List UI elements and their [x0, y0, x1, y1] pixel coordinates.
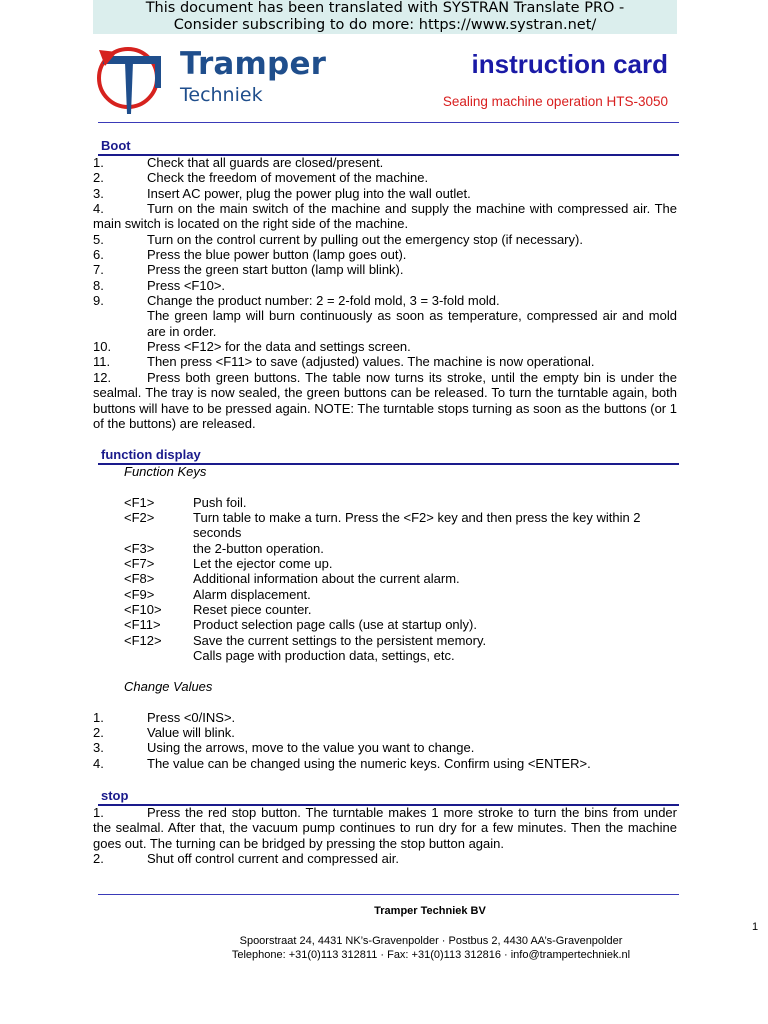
boot-step [93, 308, 677, 339]
document-title: instruction card [471, 49, 668, 79]
footer-company: Tramper Techniek BV [374, 905, 486, 917]
step-text: Insert AC power, plug the power plug into the wall outlet. [147, 185, 471, 201]
step-number: 4. [93, 755, 104, 771]
step-text: Change the product number: 2 = 2-fold mold, 3 = 3-fold mold. [147, 293, 500, 309]
step-number: 4. [93, 201, 104, 217]
step-number: 11. [93, 354, 111, 370]
function-key-row [93, 541, 677, 556]
function-keys-list [93, 495, 677, 664]
function-key-label: <F3> [124, 540, 155, 556]
step-text: Press the green start button (lamp will blink). [147, 262, 404, 278]
function-key-description: Save the current settings to the persistent memory. [193, 632, 487, 648]
step-number: 1. [93, 709, 104, 725]
step-text: Check the freedom of movement of the machine. [147, 170, 429, 186]
step-text: Turn on the main switch of the machine and supply the machine with compressed air. The main switch is located on the right side of the machine. [93, 201, 677, 232]
function-key-row [93, 648, 677, 663]
function-key-row [93, 602, 677, 617]
step-number: 2. [93, 170, 104, 186]
function-key-description: Additional information about the current alarm. [193, 571, 460, 587]
tramper-logo-icon [95, 42, 165, 118]
step-text: The green lamp will burn continuously as soon as temperature, compressed air and mold are in order. [147, 308, 677, 339]
boot-steps-list [93, 155, 677, 431]
boot-step [93, 201, 677, 232]
change-value-step [93, 756, 677, 771]
boot-step [93, 155, 677, 170]
step-text: Press the red stop button. The turntable makes 1 more stroke to turn the bins from under the sealmal. After that, the vacuum pump continues to run dry for a few minutes. Then the machine goes out. The turning can be bridged by pressing the stop button again. [93, 805, 677, 851]
stop-step [93, 851, 677, 866]
function-key-description: Push foil. [193, 494, 247, 510]
section-heading-boot: Boot [101, 138, 131, 153]
function-key-label: <F1> [124, 494, 155, 510]
function-key-label: <F10> [124, 602, 162, 618]
change-value-step [93, 740, 677, 755]
step-text: Press <0/INS>. [147, 709, 236, 725]
function-key-row [93, 495, 677, 510]
section-heading-function-display: function display [101, 447, 201, 462]
change-values-list [93, 710, 677, 771]
change-values-title: Change Values [124, 678, 213, 694]
footer-contact: Telephone: +31(0)113 312811 · Fax: +31(0)113 312816 · info@trampertechniek.nl [231, 949, 631, 961]
brand-subname: Techniek [180, 84, 263, 106]
step-number: 6. [93, 247, 104, 263]
header-divider [98, 122, 679, 123]
step-number: 10. [93, 339, 112, 355]
boot-step [93, 247, 677, 262]
step-number: 8. [93, 277, 104, 293]
function-key-row [93, 617, 677, 632]
boot-step [93, 370, 677, 431]
footer-address: Spoorstraat 24, 4431 NK’s-Gravenpolder · Postbus 2, 4430 AA’s-Gravenpolder [239, 935, 623, 947]
translation-banner [93, 0, 677, 34]
boot-step [93, 339, 677, 354]
function-key-row [93, 571, 677, 586]
stop-step [93, 805, 677, 851]
function-key-row [93, 556, 677, 571]
function-key-label: <F11> [124, 617, 161, 633]
boot-step [93, 186, 677, 201]
boot-step [93, 354, 677, 369]
change-value-step [93, 725, 677, 740]
stop-steps-list [93, 805, 677, 866]
function-key-label: <F9> [124, 586, 155, 602]
function-key-description: the 2-button operation. [193, 540, 324, 556]
banner-line-2: Consider subscribing to do more: https://www.systran.net/ [173, 17, 597, 33]
step-text: Press both green buttons. The table now turns its stroke, until the empty bin is under the sealmal. The tray is now sealed, the green buttons can be released. To turn the turntable again, both buttons will have to be pressed again. NOTE: The turntable stops turning as soon as the buttons (or 1 of the buttons) are released. [93, 369, 677, 431]
step-text: Press the blue power button (lamp goes out). [147, 247, 407, 263]
step-number: 2. [93, 851, 104, 867]
function-key-label: <F8> [124, 571, 155, 587]
step-number: 3. [93, 185, 104, 201]
boot-step [93, 232, 677, 247]
change-value-step [93, 710, 677, 725]
step-text: Using the arrows, move to the value you want to change. [147, 740, 475, 756]
function-key-label: <F2> [124, 510, 155, 526]
brand-name: Tramper [180, 46, 327, 82]
function-key-row [93, 510, 677, 541]
function-display-block [93, 464, 677, 771]
step-number: 9. [93, 293, 104, 309]
function-key-description: Reset piece counter. [193, 602, 312, 618]
function-key-description: Turn table to make a turn. Press the <F2> key and then press the key within 2 seconds [193, 510, 641, 541]
page-number: 1 [752, 921, 759, 933]
document-subtitle: Sealing machine operation HTS-3050 [442, 94, 668, 109]
step-text: Turn on the control current by pulling out the emergency stop (if necessary). [147, 231, 583, 247]
step-number: 1. [93, 805, 104, 820]
function-keys-title: Function Keys [124, 464, 207, 479]
step-text: Value will blink. [147, 724, 235, 740]
step-number: 7. [93, 262, 104, 278]
function-key-description: Let the ejector come up. [193, 556, 333, 572]
step-text: The value can be changed using the numeric keys. Confirm using <ENTER>. [147, 755, 591, 771]
function-key-row [93, 587, 677, 602]
step-text: Shut off control current and compressed air. [147, 851, 399, 867]
step-text: Press <F10>. [147, 277, 226, 293]
banner-line-1: This document has been translated with SYSTRAN Translate PRO - [145, 0, 625, 16]
function-key-description: Calls page with production data, settings, etc. [193, 648, 455, 664]
boot-step [93, 293, 677, 308]
step-text: Check that all guards are closed/present. [147, 155, 384, 170]
boot-step [93, 170, 677, 185]
function-key-label: <F7> [124, 556, 155, 572]
step-number: 5. [93, 231, 104, 247]
step-number: 1. [93, 155, 104, 170]
function-key-row [93, 633, 677, 648]
boot-step [93, 278, 677, 293]
step-text: Then press <F11> to save (adjusted) values. The machine is now operational. [147, 354, 595, 370]
footer-divider [98, 894, 679, 895]
step-number: 12. [93, 369, 112, 385]
step-number: 3. [93, 740, 104, 756]
step-number: 2. [93, 724, 104, 740]
boot-step [93, 262, 677, 277]
step-text: Press <F12> for the data and settings screen. [147, 339, 411, 355]
function-key-description: Alarm displacement. [193, 586, 311, 602]
section-heading-stop: stop [101, 788, 129, 803]
function-key-label: <F12> [124, 632, 162, 648]
function-key-description: Product selection page calls (use at startup only). [193, 617, 477, 633]
